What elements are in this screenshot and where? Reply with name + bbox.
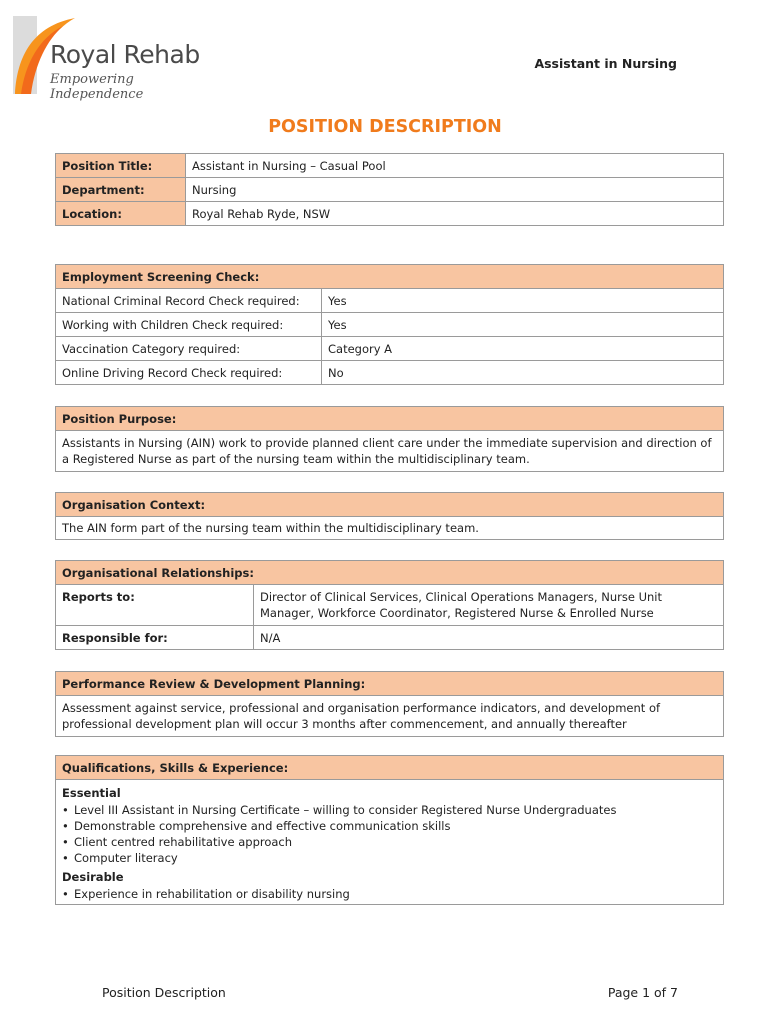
screening-value: No: [322, 361, 724, 385]
desirable-label: Desirable: [62, 870, 124, 884]
screening-table: [55, 264, 724, 385]
essential-label: Essential: [62, 786, 121, 800]
department-value: Nursing: [186, 178, 724, 202]
document-type: Assistant in Nursing: [534, 56, 677, 71]
position-details-table: [55, 153, 724, 226]
royal-rehab-logo: [13, 16, 223, 102]
purpose-heading: Position Purpose:: [56, 407, 724, 431]
screening-heading: Employment Screening Check:: [56, 265, 724, 289]
screening-label: Working with Children Check required:: [56, 313, 322, 337]
position-title-label: Position Title:: [56, 154, 186, 178]
logo-tagline: Empowering Independence: [50, 72, 144, 102]
screening-label: Online Driving Record Check required:: [56, 361, 322, 385]
screening-label: Vaccination Category required:: [56, 337, 322, 361]
screening-value: Category A: [322, 337, 724, 361]
table-row: [56, 361, 724, 385]
desirable-list: [62, 886, 717, 902]
list-item: • Experience in rehabilitation or disability nursing: [62, 886, 717, 902]
performance-heading: Performance Review & Development Planning:: [56, 672, 724, 696]
logo-name: Royal Rehab: [50, 40, 200, 69]
position-purpose-table: [55, 406, 724, 472]
reports-to-value: Director of Clinical Services, Clinical Operations Managers, Nurse Unit Manager, Workforce Coordinator, Registered Nurse & Enrolled Nurse: [254, 585, 724, 626]
context-heading: Organisation Context:: [56, 493, 724, 517]
location-value: Royal Rehab Ryde, NSW: [186, 202, 724, 226]
screening-label: National Criminal Record Check required:: [56, 289, 322, 313]
qualifications-body: [56, 780, 724, 905]
table-row: [56, 154, 724, 178]
list-item: • Client centred rehabilitative approach: [62, 834, 717, 850]
list-item: • Computer literacy: [62, 850, 717, 866]
relationships-table: [55, 560, 724, 650]
table-row: [56, 178, 724, 202]
table-row: [56, 202, 724, 226]
organisation-context-table: [55, 492, 724, 540]
qualifications-heading: Qualifications, Skills & Experience:: [56, 756, 724, 780]
footer-page-number: Page 1 of 7: [607, 985, 678, 1000]
page-title: POSITION DESCRIPTION: [268, 117, 502, 137]
essential-list: [62, 802, 717, 866]
responsible-for-label: Responsible for:: [56, 626, 254, 650]
performance-table: [55, 671, 724, 737]
reports-to-label: Reports to:: [56, 585, 254, 626]
table-row: [56, 289, 724, 313]
list-item: • Demonstrable comprehensive and effective communication skills: [62, 818, 717, 834]
location-label: Location:: [56, 202, 186, 226]
table-row: [56, 313, 724, 337]
list-item: • Level III Assistant in Nursing Certificate – willing to consider Registered Nurse Undergraduates: [62, 802, 717, 818]
performance-text: Assessment against service, professional and organisation performance indicators, and development of professional development plan will occur 3 months after commencement, and annually thereafter: [56, 696, 724, 737]
responsible-for-value: N/A: [254, 626, 724, 650]
footer-document-name: Position Description: [102, 985, 226, 1000]
table-row: [56, 337, 724, 361]
department-label: Department:: [56, 178, 186, 202]
screening-value: Yes: [322, 289, 724, 313]
purpose-text: Assistants in Nursing (AIN) work to provide planned client care under the immediate supervision and direction of a Registered Nurse as part of the nursing team within the multidisciplinary team.: [56, 431, 724, 472]
screening-value: Yes: [322, 313, 724, 337]
qualifications-table: [55, 755, 724, 905]
context-text: The AIN form part of the nursing team within the multidisciplinary team.: [56, 517, 724, 540]
position-title-value: Assistant in Nursing – Casual Pool: [186, 154, 724, 178]
relationships-heading: Organisational Relationships:: [56, 561, 724, 585]
